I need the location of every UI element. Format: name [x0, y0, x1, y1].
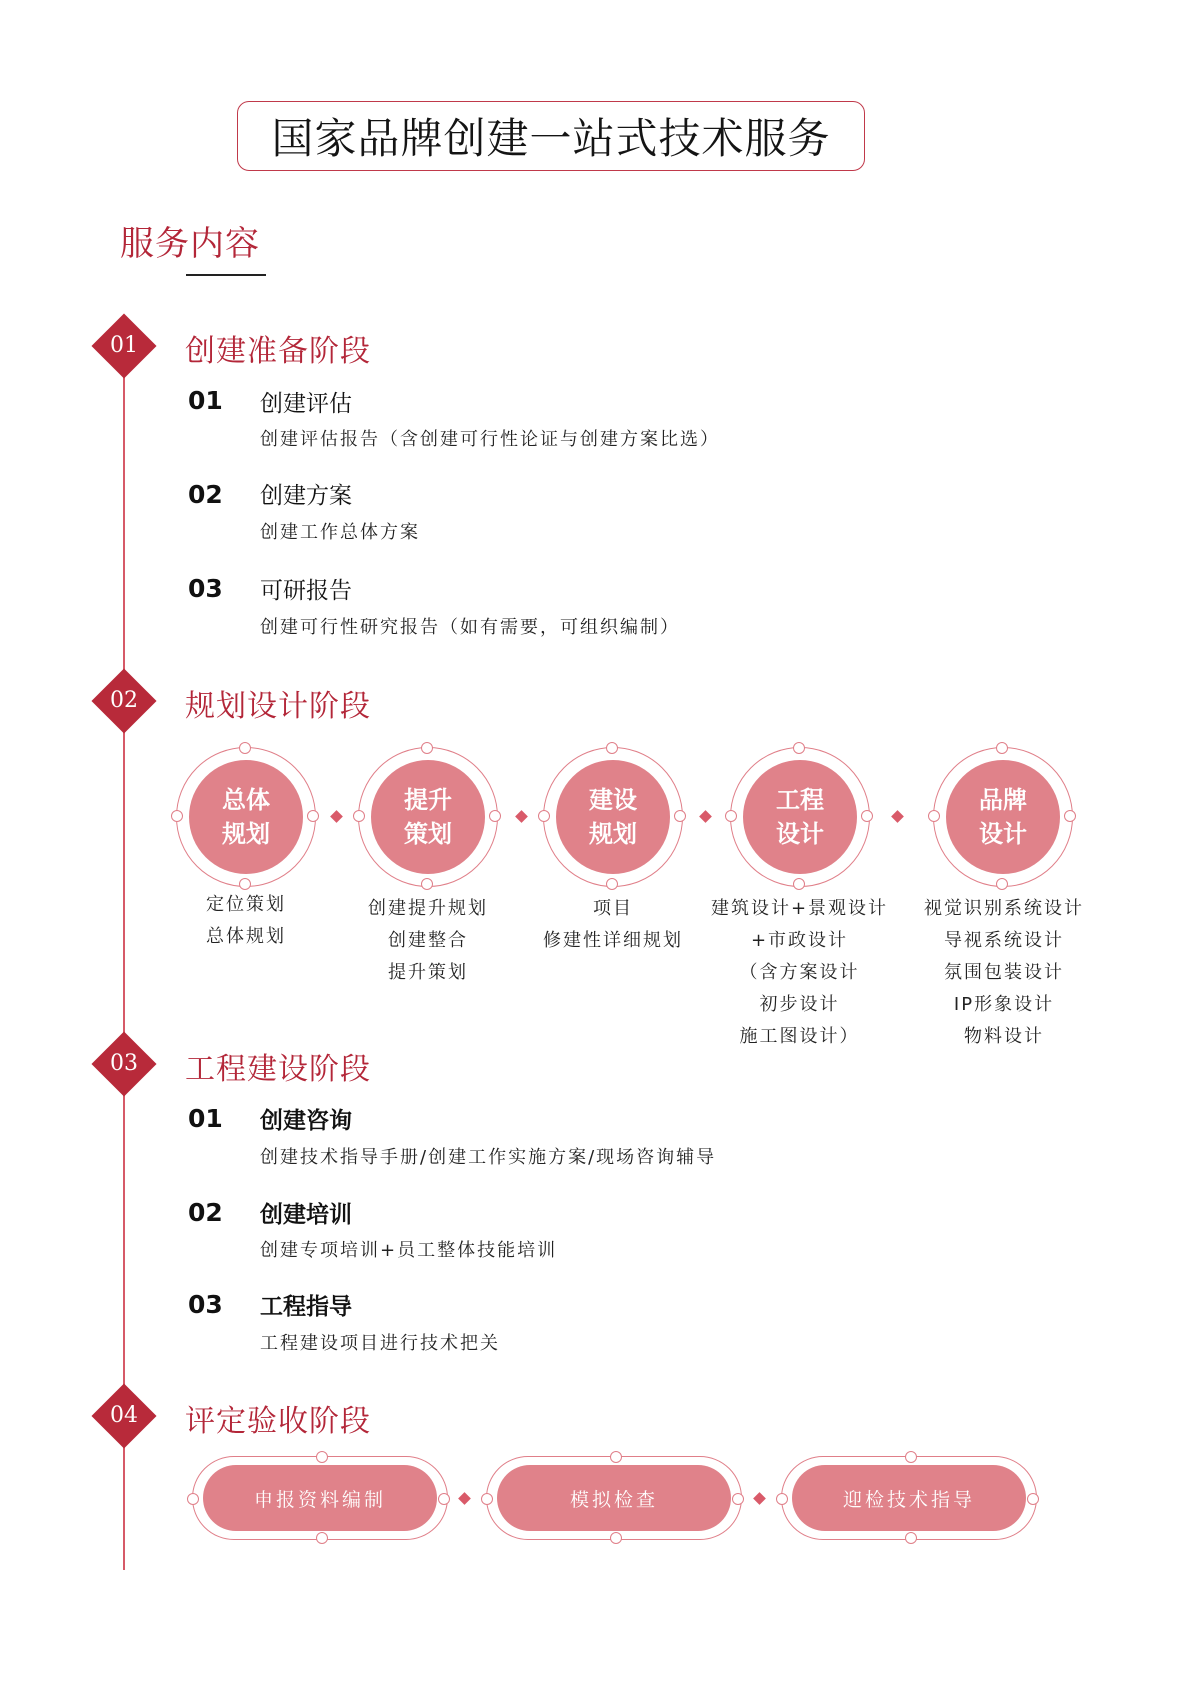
description-line: 创建整合 — [388, 930, 468, 951]
stage-number: 02 — [110, 688, 138, 713]
item-number: 01 — [188, 386, 223, 415]
circle-label-line1: 提升 — [404, 785, 452, 814]
circle-label-line2: 规划 — [589, 819, 637, 848]
description-line: 创建提升规划 — [368, 898, 488, 919]
circle-label-line2: 设计 — [979, 819, 1027, 848]
item-number: 03 — [188, 574, 223, 603]
item-description: 工程建设项目进行技术把关 — [260, 1333, 500, 1354]
separator-diamond — [753, 1492, 766, 1505]
stage-title: 规划设计阶段 — [185, 689, 371, 724]
page-title-box — [237, 101, 865, 171]
pill-label: 模拟检查 — [497, 1465, 731, 1531]
circle-label-line2: 策划 — [404, 819, 452, 848]
separator-diamond — [458, 1492, 471, 1505]
description-line: 总体规划 — [206, 926, 286, 947]
item-number: 02 — [188, 1198, 223, 1227]
circle-label-line1: 建设 — [589, 785, 637, 814]
description-line: 初步设计 — [759, 994, 840, 1015]
section-title-underline — [186, 274, 266, 276]
description-line: +市政设计 — [750, 930, 849, 951]
stage-title: 评定验收阶段 — [185, 1404, 371, 1439]
description-line: 施工图设计） — [739, 1026, 860, 1047]
item-description: 创建评估报告（含创建可行性论证与创建方案比选） — [260, 429, 720, 450]
item-title: 创建培训 — [260, 1202, 352, 1228]
separator-diamond — [891, 810, 904, 823]
separator-diamond — [515, 810, 528, 823]
pill-mock-inspection — [486, 1456, 742, 1540]
item-description: 创建技术指导手册/创建工作实施方案/现场咨询辅导 — [260, 1147, 717, 1168]
stage-circle-brand-design — [933, 747, 1073, 887]
description-line: IP形象设计 — [953, 994, 1055, 1015]
item-title: 可研报告 — [260, 578, 352, 604]
item-description: 创建可行性研究报告（如有需要，可组织编制） — [260, 617, 680, 638]
stage-circle-improvement-planning — [358, 747, 498, 887]
separator-diamond — [699, 810, 712, 823]
pill-application-materials — [192, 1456, 448, 1540]
circle-description — [166, 889, 326, 953]
circle-description — [904, 893, 1104, 1053]
description-line: 导视系统设计 — [944, 930, 1064, 951]
circle-description — [518, 893, 708, 957]
circle-label-line2: 规划 — [222, 819, 270, 848]
description-line: 修建性详细规划 — [543, 930, 683, 951]
description-line: 建筑设计+景观设计 — [710, 898, 889, 919]
circle-label-line1: 品牌 — [979, 785, 1027, 814]
stage-number: 03 — [110, 1051, 138, 1076]
item-number: 01 — [188, 1104, 223, 1133]
item-title: 工程指导 — [260, 1294, 352, 1320]
pill-label: 申报资料编制 — [203, 1465, 437, 1531]
item-description: 创建专项培训+员工整体技能培训 — [260, 1240, 558, 1261]
circle-description — [697, 893, 902, 1053]
description-line: 物料设计 — [964, 1026, 1044, 1047]
circle-label-line1: 工程 — [776, 785, 824, 814]
item-title: 创建评估 — [260, 391, 352, 417]
stage-circle-engineering-design — [730, 747, 870, 887]
page-title: 国家品牌创建一站式技术服务 — [271, 114, 831, 163]
item-number: 02 — [188, 480, 223, 509]
description-line: 项目 — [593, 898, 633, 919]
pill-label: 迎检技术指导 — [792, 1465, 1026, 1531]
description-line: 定位策划 — [206, 894, 286, 915]
item-title: 创建咨询 — [260, 1108, 352, 1134]
pill-inspection-guidance — [781, 1456, 1037, 1540]
stage-number: 01 — [110, 333, 138, 358]
item-number: 03 — [188, 1290, 223, 1319]
description-line: 提升策划 — [388, 962, 468, 983]
stage-number: 04 — [110, 1403, 138, 1428]
circle-label-line2: 设计 — [776, 819, 824, 848]
description-line: （含方案设计 — [739, 962, 860, 983]
stage-circle-overall-planning — [176, 747, 316, 887]
stage-title: 工程建设阶段 — [185, 1052, 371, 1087]
description-line: 视觉识别系统设计 — [924, 898, 1084, 919]
item-description: 创建工作总体方案 — [260, 522, 420, 543]
stage-circle-construction-planning — [543, 747, 683, 887]
separator-diamond — [330, 810, 343, 823]
section-title: 服务内容 — [120, 224, 260, 264]
item-title: 创建方案 — [260, 483, 352, 509]
circle-label-line1: 总体 — [222, 785, 270, 814]
circle-description — [338, 893, 518, 989]
description-line: 氛围包装设计 — [944, 962, 1064, 983]
stage-title: 创建准备阶段 — [185, 334, 371, 369]
